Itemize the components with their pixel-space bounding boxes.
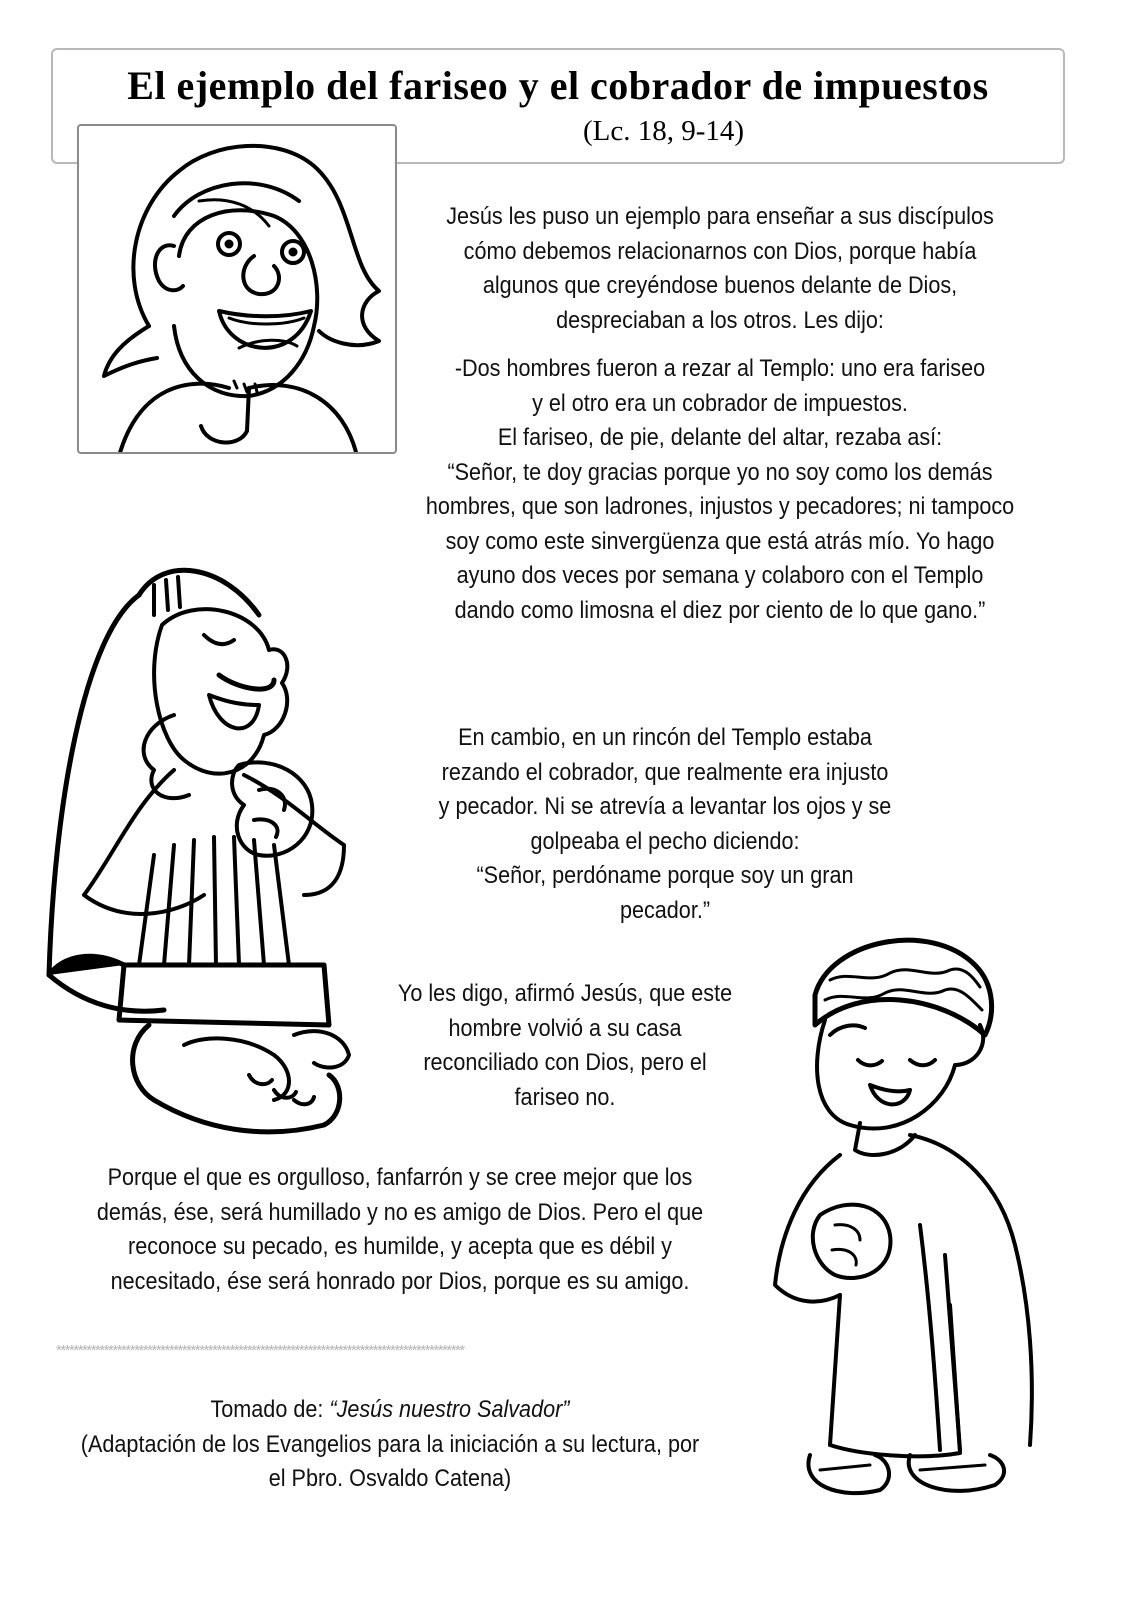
text-line: demás, ése, será humillado y no es amigo de Dios. Pero el que bbox=[96, 1198, 704, 1226]
star-separator: ********************************************************************************************** bbox=[56, 1342, 464, 1359]
paragraph-intro bbox=[414, 200, 1026, 338]
text-line: y pecador. Ni se atrevía a levantar los ojos y se bbox=[438, 793, 892, 820]
paragraph-moral bbox=[58, 1161, 742, 1299]
text-line: soy como este sinvergüenza que está atrás mío. Yo hago bbox=[445, 527, 995, 555]
paragraph-pharisee bbox=[405, 352, 1035, 628]
text-line: fariseo no. bbox=[514, 1083, 616, 1111]
text-line: hombre volvió a su casa bbox=[448, 1014, 682, 1042]
text-line: despreciaban a los otros. Les dijo: bbox=[556, 306, 884, 334]
text-line: ayuno dos veces por semana y colaboro con el Templo bbox=[456, 562, 984, 589]
text-line: algunos que creyéndose buenos delante de Dios, bbox=[482, 272, 958, 299]
text-line: golpeaba el pecho diciendo: bbox=[530, 827, 800, 855]
text-line: “Señor, te doy gracias porque yo no soy como los demás bbox=[447, 458, 993, 486]
text-line: -Dos hombres fueron a rezar al Templo: uno era fariseo bbox=[454, 355, 986, 382]
text-line: En cambio, en un rincón del Templo estaba bbox=[458, 724, 872, 751]
source-line-1 bbox=[57, 1393, 723, 1428]
text-line: y el otro era un cobrador de impuestos. bbox=[532, 389, 908, 417]
text-line: hombres, que son ladrones, injustos y pecadores; ni tampoco bbox=[425, 493, 1015, 520]
text-line: reconoce su pecado, es humilde, y acepta que es débil y bbox=[128, 1233, 672, 1260]
source-prefix: Tomado de: bbox=[210, 1396, 330, 1423]
source-credit bbox=[57, 1393, 723, 1497]
source-line-2: (Adaptación de los Evangelios para la iniciación a su lectura, por bbox=[80, 1430, 700, 1458]
page-title: El ejemplo del fariseo y el cobrador de impuestos bbox=[127, 63, 989, 108]
text-line: dando como limosna el diez por ciento de lo que gano.” bbox=[454, 596, 986, 624]
source-line-3: el Pbro. Osvaldo Catena) bbox=[268, 1465, 512, 1492]
paragraph-collector bbox=[391, 721, 940, 928]
text-line: cómo debemos relacionarnos con Dios, porque había bbox=[463, 237, 977, 265]
paragraph-verdict bbox=[358, 977, 772, 1115]
text-line: Yo les digo, afirmó Jesús, que este bbox=[397, 980, 733, 1007]
jesus-portrait-frame bbox=[77, 124, 397, 454]
text-line: reconciliado con Dios, pero el bbox=[423, 1049, 707, 1076]
tax-collector-illustration bbox=[760, 925, 1060, 1515]
text-line: rezando el cobrador, que realmente era injusto bbox=[441, 758, 889, 786]
scripture-reference: (Lc. 18, 9-14) bbox=[583, 115, 745, 147]
text-line: Jesús les puso un ejemplo para enseñar a sus discípulos bbox=[446, 203, 994, 230]
jesus-illustration bbox=[79, 126, 397, 454]
text-line: pecador.” bbox=[619, 896, 711, 924]
text-line: El fariseo, de pie, delante del altar, rezaba así: bbox=[497, 424, 943, 451]
text-line: necesitado, ése será honrado por Dios, porque es su amigo. bbox=[110, 1267, 690, 1295]
text-line: Porque el que es orgulloso, fanfarrón y se cree mejor que los bbox=[107, 1164, 693, 1191]
source-book-title: “Jesús nuestro Salvador” bbox=[329, 1396, 570, 1423]
pharisee-illustration bbox=[44, 555, 364, 1145]
text-line: “Señor, perdóname porque soy un gran bbox=[476, 862, 854, 889]
